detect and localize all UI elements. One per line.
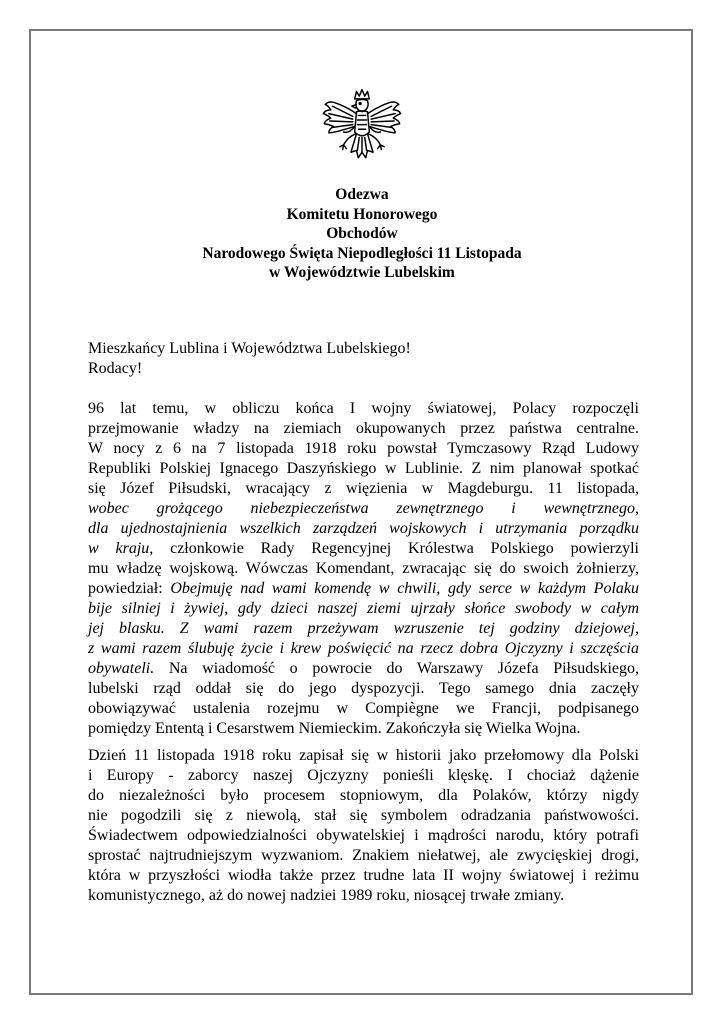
heading-line: Narodowego Święta Niepodległości 11 Listopada: [202, 244, 522, 262]
italic-quote: dla ujednostajnienia wszelkich zarządzeń wojskowych i utrzymania porządku: [88, 520, 639, 537]
polish-eagle-emblem-icon: [316, 86, 408, 178]
proclamation-heading: [60, 185, 664, 283]
italic-quote: z wami razem ślubuję życie i krew poświęcić na rzecz dobra Ojczyzny i szczęścia: [88, 640, 639, 657]
text-line: obowiązywać ustalenia rozejmu w Compiègne we Francji, podpisanego: [88, 700, 639, 717]
text-line: mu władzę wojskową. Wówczas Komendant, zwracając się do swoich żołnierzy,: [88, 560, 639, 577]
italic-quote: jej blasku. Z wami razem przeżywam wzruszenie tej godziny dziejowej,: [88, 620, 639, 637]
text-line: nie pogodzili się z niewolą, stał się symbolem odradzania państwowości.: [88, 807, 639, 824]
text-line: [88, 499, 639, 519]
text-line: [88, 519, 639, 539]
text-span: powiedział:: [88, 580, 171, 597]
heading-line: w Województwie Lubelskim: [269, 264, 455, 281]
text-line: Republiki Polskiej Ignacego Daszyńskiego w Lublinie. Z nim planował spotkać: [88, 460, 639, 477]
italic-quote: obywateli.: [88, 660, 155, 677]
heading-line: Komitetu Honorowego: [286, 205, 438, 223]
text-line: pomiędzy Ententą i Cesarstwem Niemieckim. Zakończyła się Wielka Wojna.: [88, 720, 581, 737]
text-line: się Józef Piłsudski, wracający z więzienia w Magdeburgu. 11 listopada,: [88, 480, 639, 497]
italic-quote: bije silniej i żywiej, gdy dzieci naszej ziemi ujrzały słońce swobody w całym: [88, 600, 639, 617]
text-line: [88, 619, 639, 639]
italic-quote: Obejmuję nad wami komendę w chwili, gdy serce w każdym Polaku: [170, 580, 640, 597]
text-line: [88, 639, 639, 659]
text-line: przejmowanie władzy na ziemiach okupowanych przez państwa centralne.: [88, 420, 639, 437]
text-line: 96 lat temu, w obliczu końca I wojny światowej, Polacy rozpoczęli: [88, 400, 639, 417]
salutation: [88, 339, 640, 379]
text-line: Dzień 11 listopada 1918 roku zapisał się w historii jako przełomowy dla Polski: [88, 747, 639, 764]
text-line: Świadectwem odpowiedzialności obywatelskiej i mądrości narodu, który potrafi: [88, 827, 639, 844]
paragraph-1: [88, 399, 639, 739]
italic-quote: wobec grożącego niebezpieczeństwa zewnętrznego i wewnętrznego,: [88, 500, 639, 517]
heading-line: Obchodów: [326, 225, 398, 242]
text-line: która w przyszłości wiodła także przez trudne lata II wojny światowej i reżimu: [88, 867, 639, 884]
salutation-line: Mieszkańcy Lublina i Województwa Lubelskiego!: [88, 340, 411, 357]
text-span: Na wiadomość o powrocie do Warszawy Józefa Piłsudskiego,: [154, 660, 639, 677]
text-line: [88, 599, 639, 619]
text-line: i Europy - zaborcy naszej Ojczyzny ponieśli klęskę. I chociaż dążenie: [88, 767, 639, 784]
salutation-line: Rodacy!: [88, 360, 143, 377]
paragraph-2: [88, 746, 639, 906]
italic-quote: w kraju: [88, 540, 150, 557]
text-line: lubelski rząd oddał się do jego dyspozycji. Tego samego dnia zaczęły: [88, 680, 639, 697]
text-line: do niezależności było procesem stopniowym, dla Polaków, którzy nigdy: [88, 787, 639, 804]
text-line: [88, 539, 639, 559]
text-span: , członkowie Rady Regencyjnej Królestwa Polskiego powierzyli: [149, 540, 639, 557]
text-line: komunistycznego, aż do nowej nadziei 1989 roku, niosącej trwałe zmiany.: [88, 887, 565, 904]
text-line: sprostać najtrudniejszym wyzwaniom. Znakiem niełatwej, ale zwycięskiej drogi,: [88, 847, 639, 864]
heading-line: Odezwa: [335, 186, 389, 203]
text-line: [88, 659, 639, 679]
text-line: [88, 579, 639, 599]
text-line: W nocy z 6 na 7 listopada 1918 roku powstał Tymczasowy Rząd Ludowy: [88, 440, 639, 457]
